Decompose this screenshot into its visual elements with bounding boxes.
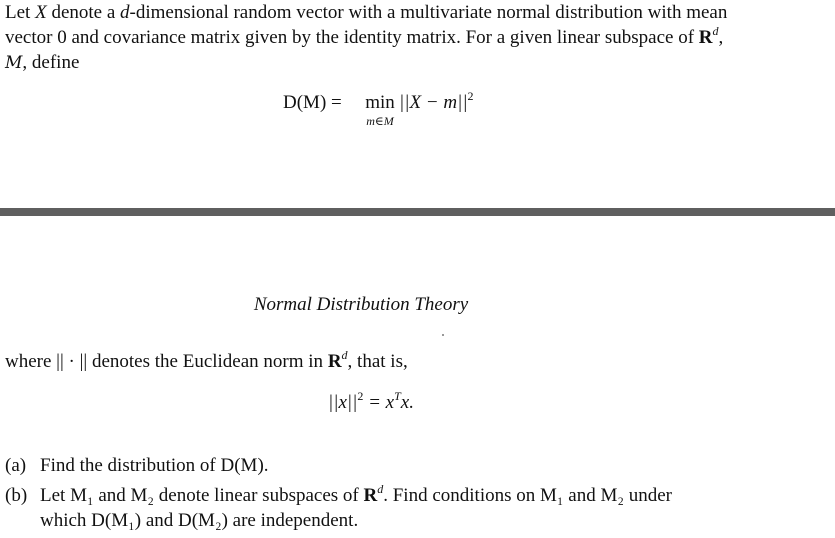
page-divider	[0, 208, 835, 216]
norm-mid: = x	[363, 392, 395, 413]
norm-rhs: x.	[400, 392, 414, 413]
equation-rhs	[399, 89, 474, 114]
random-vector-symbol: X	[35, 2, 47, 23]
dimension-superscript: d	[377, 482, 384, 496]
running-header-title: Normal Distribution Theory	[253, 294, 469, 315]
part-b-text: Let M₁ and M₂ denote linear subspaces of	[40, 485, 364, 506]
intro-text: denote a	[46, 2, 121, 23]
square-superscript: 2	[357, 389, 364, 403]
min-operator: min	[365, 92, 395, 113]
where-line	[5, 350, 408, 374]
intro-line-3	[5, 51, 79, 75]
where-text: , that is,	[347, 351, 408, 372]
part-b-text: . Find conditions on M₁ and M₂ under	[383, 485, 672, 506]
intro-line-1	[5, 1, 727, 25]
part-b-label: (b)	[5, 485, 28, 506]
square-superscript: 2	[467, 89, 474, 103]
dimension-superscript: d	[712, 24, 719, 38]
real-space-symbol: R	[327, 351, 342, 372]
part-a-text: Find the distribution of D(M).	[40, 455, 269, 476]
real-space-symbol: R	[363, 485, 378, 506]
norm-expression: ||X − m||	[399, 92, 468, 113]
intro-text: ,	[718, 27, 724, 48]
real-space-symbol: R	[698, 27, 713, 48]
dimension-symbol: d	[120, 2, 130, 23]
part-a-label: (a)	[5, 455, 27, 476]
question-part-b-line-1	[5, 484, 672, 508]
intro-text: -dimensional random vector with a multivariate normal distribution with mean	[129, 2, 728, 23]
where-text: where || · || denotes the Euclidean norm in	[5, 351, 328, 372]
intro-text: Let	[5, 2, 36, 23]
question-part-a	[5, 454, 269, 478]
intro-text: vector 0 and covariance matrix given by the identity matrix. For a given linear subspace of	[5, 27, 699, 48]
equation-norm	[328, 391, 414, 415]
dimension-superscript: d	[341, 348, 348, 362]
min-subscript: m∈M	[366, 114, 394, 128]
question-part-b-line-2	[40, 509, 358, 533]
intro-line-2	[5, 26, 723, 50]
equation-d-of-m	[283, 89, 543, 132]
norm-lhs: ||x||	[328, 392, 358, 413]
part-b-text: which D(M₁) and D(M₂) are independent.	[40, 510, 359, 531]
subspace-symbol: M	[5, 53, 23, 73]
intro-text: , define	[22, 52, 80, 73]
transpose-superscript: T	[394, 389, 401, 403]
equation-lhs: D(M) =	[283, 92, 342, 113]
stray-dot	[442, 334, 444, 336]
